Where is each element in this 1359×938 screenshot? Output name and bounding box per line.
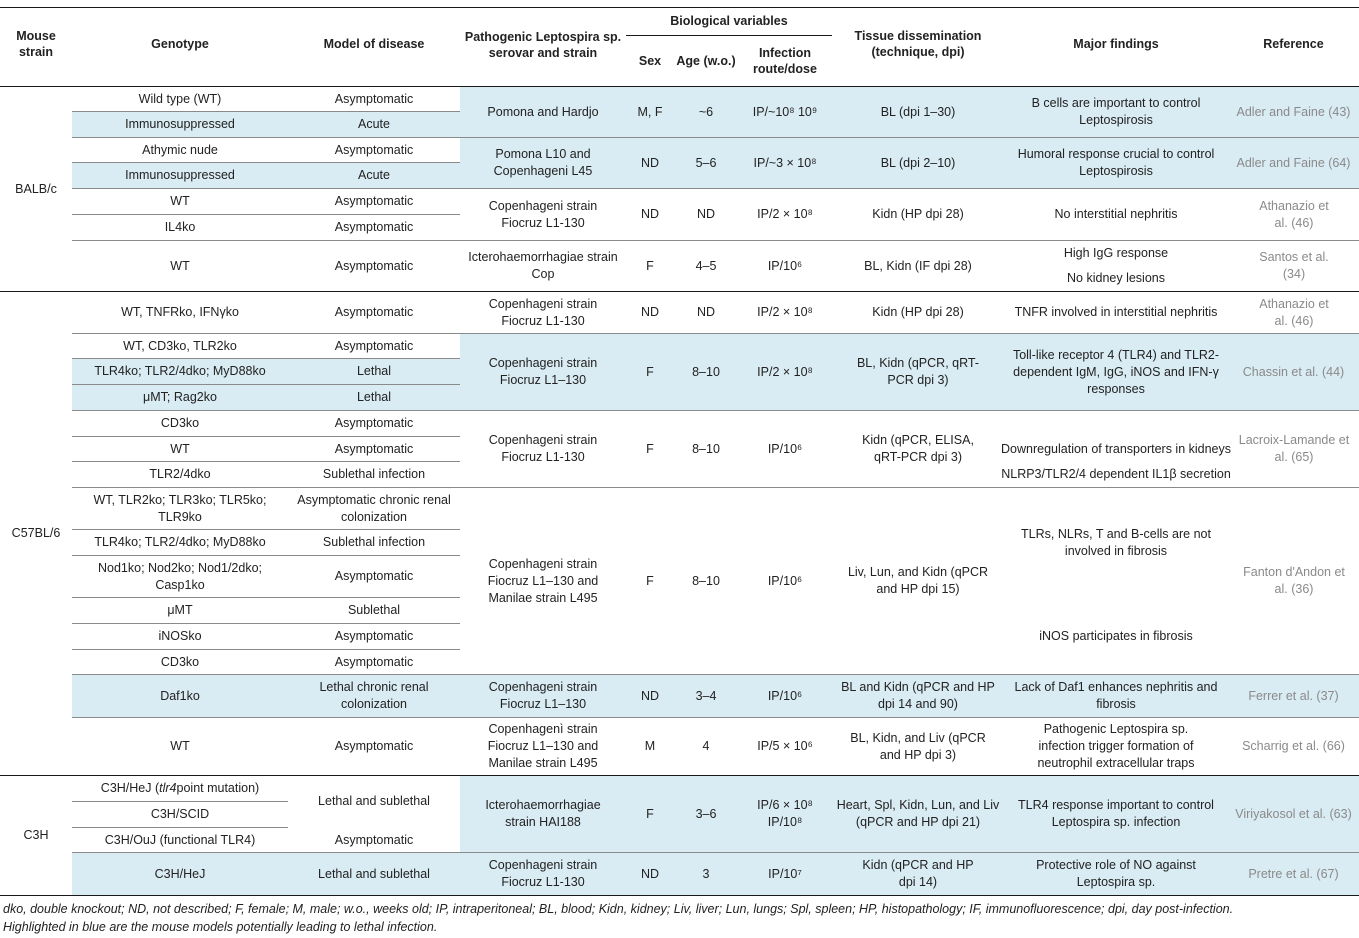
model-cell: Asymptomatic [334,654,414,669]
tissue-cell: Liv, Lun, and Kidn (qPCR and HP dpi 15) [847,565,989,596]
model-cell: Acute [358,117,390,131]
pathogen-cell: Icterohaemorrhagiae strain Cop [468,250,618,281]
findings-cell: High IgG response [1063,246,1169,260]
sex-cell: M, F [637,104,663,119]
reference-cell: Scharrig et al. (66) [1242,739,1345,753]
findings-cell: Pathogenic Leptospira sp. infection trigger formation of neutrophil extracellular traps [1037,722,1195,770]
pathogen-cell: Copenhageni strain Fiocruz L1-130 [488,858,598,889]
header-genotype: Genotype [151,37,209,51]
tissue-cell: BL (dpi 2–10) [880,155,956,170]
header-biological-variables: Biological variables [670,14,788,28]
tissue-cell: BL (dpi 1–30) [880,104,956,119]
genotype-cell: iNOSko [158,629,202,643]
infection-cell: IP/2 × 10⁸ [757,305,813,319]
sex-cell: F [646,258,654,273]
model-cell: Lethal chronic renal colonization [319,680,429,711]
reference-cell: Ferrer et al. (37) [1248,688,1339,703]
age-cell: ND [696,207,716,221]
findings-cell: Lack of Daf1 enhances nephritis and fibrosis [1014,680,1218,711]
genotype-c3h-hej-prefix: C3H/HeJ ( [100,781,160,795]
age-cell: ~6 [698,104,714,119]
tissue-cell: Kidn (qPCR, ELISA, qRT-PCR dpi 3) [862,433,974,464]
header-tissue: Tissue dissemination (technique, dpi) [854,29,982,59]
genotype-c3h-hej-suffix: point mutation) [176,781,260,795]
age-cell: 8–10 [692,441,720,456]
pathogen-cell: Copenhageni strain Fiocruz L1–130 and Manilae strain L495 [487,556,599,605]
genotype-cell: CD3ko [160,416,200,430]
model-cell: Sublethal [347,603,401,617]
header-model: Model of disease [323,37,425,51]
findings-cell: Humoral response crucial to control Leptospirosis [1017,147,1215,178]
pathogen-cell: Copenhageni strain Fiocruz L1–130 [488,680,598,711]
genotype-cell: TLR2/4dko [149,467,211,481]
sex-cell: F [646,441,654,456]
infection-cell: IP/~3 × 10⁸ [753,155,817,170]
reference-cell: Adler and Faine (43) [1236,104,1351,119]
sex-cell: F [646,573,654,588]
genotype-tlr4-gene: tlr4 [159,781,177,795]
model-cell: Asymptomatic [334,629,414,643]
model-cell: Asymptomatic [334,220,414,234]
genotype-cell: WT, TNFRko, IFNγko [121,305,239,319]
model-cell: Asymptomatic [334,569,414,583]
reference-cell: Chassin et al. (44) [1242,364,1345,379]
findings-cell: NLRP3/TLR2/4 dependent IL1β secretion [1001,467,1231,481]
genotype-cell: μMT; Rag2ko [143,390,217,404]
pathogen-cell: Copenhageni strain Fiocruz L1-130 [488,296,598,328]
pathogen-cell: Copenhageni strain Fiocruz L1-130 [488,198,598,230]
model-cell: Asymptomatic [334,91,414,106]
sex-cell: F [646,364,654,379]
findings-cell: iNOS participates in fibrosis [1039,629,1193,643]
sex-cell: ND [640,688,660,703]
findings-cell: B cells are important to control Leptospirosis [1031,96,1201,127]
model-cell: Lethal [356,390,392,404]
genotype-cell: Nod1ko; Nod2ko; Nod1/2dko; Casp1ko [98,560,262,592]
pathogen-cell: Icterohaemorrhagiae strain HAI188 [485,798,601,829]
header-pathogenic: Pathogenic Leptospira sp. serovar and strain [464,30,622,60]
infection-cell: IP/~10⁸ 10⁹ [752,104,818,119]
model-cell: Asymptomatic [334,142,414,157]
reference-cell: Fanton d'Andon et al. (36) [1243,565,1345,596]
infection-cell: IP/10⁶ [767,258,803,273]
genotype-cell: CD3ko [160,654,200,669]
model-cell: Asymptomatic [334,416,414,430]
header-age: Age (w.o.) [676,54,736,68]
genotype-cell: Athymic nude [142,142,218,157]
age-cell: 8–10 [692,573,720,588]
age-cell: 8–10 [692,364,720,379]
age-cell: 4 [702,739,710,753]
sex-cell: F [646,806,654,821]
model-cell: Lethal and sublethal [318,794,430,808]
genotype-cell: C3H/HeJ [154,866,206,881]
tissue-cell: Kidn (HP dpi 28) [872,207,964,221]
genotype-cell: WT [170,739,190,753]
genotype-cell [72,776,288,801]
reference-cell: Athanazio et al. (46) [1259,296,1329,328]
genotype-cell: TLR4ko; TLR2/4dko; MyD88ko [94,535,266,549]
strain-c3h: C3H [23,828,49,842]
genotype-cell: C3H/OuJ (functional TLR4) [104,832,256,847]
findings-cell: Downregulation of transporters in kidneys [1001,441,1231,456]
genotype-cell: WT, CD3ko, TLR2ko [123,338,237,353]
genotype-cell: WT [170,194,190,208]
pathogen-cell: Copenhageni strain Fiocruz L1-130 [488,433,598,464]
model-cell: Asymptomatic [334,194,414,208]
genotype-cell: IL4ko [164,220,196,234]
findings-cell: Protective role of NO against Leptospira sp. [1036,858,1196,889]
genotype-cell: Wild type (WT) [138,91,222,106]
header-mouse-strain: Mouse strain [16,29,56,59]
sex-cell: ND [640,866,660,881]
strain-balbc: BALB/c [15,181,57,196]
footnote-highlight-note: Highlighted in blue are the mouse models potentially leading to lethal infection. [3,920,438,934]
model-cell: Asymptomatic [334,338,414,353]
model-cell: Asymptomatic [334,739,414,753]
infection-cell: IP/10⁶ [767,573,803,588]
model-cell: Asymptomatic [334,441,414,456]
model-cell: Asymptomatic [334,258,414,273]
infection-cell: IP/2 × 10⁸ [757,364,813,379]
model-cell: Asymptomatic [334,305,414,319]
infection-cell: IP/10⁷ [768,866,802,881]
pathogen-cell: Pomona L10 and Copenhageni L45 [493,147,593,178]
tissue-cell: BL and Kidn (qPCR and HP dpi 14 and 90) [841,680,995,711]
infection-cell: IP/5 × 10⁶ [757,739,813,753]
genotype-cell: Immunosuppressed [125,168,235,182]
model-cell: Lethal [356,364,392,378]
findings-cell: TLR4 response important to control Leptospira sp. infection [1018,798,1214,829]
model-cell: Asymptomatic [334,832,414,847]
genotype-cell: Daf1ko [160,688,200,703]
header-infection: Infection route/dose [753,46,817,76]
pathogen-cell: Copenhageni strain Fiocruz L1–130 [488,356,598,387]
genotype-cell: TLR4ko; TLR2/4dko; MyD88ko [94,364,266,378]
genotype-cell: WT [170,258,190,273]
reference-cell: Adler and Faine (64) [1236,155,1351,170]
footnote-abbreviations: dko, double knockout; ND, not described; F, female; M, male; w.o., weeks old; IP, intraperitoneal; BL, blood; Kidn, kidney; Liv, liver; Lun, lungs; Spl, spleen; HP, histopathology; IF, immunofluorescence; dpi, day post-infection. [3,902,1234,916]
model-cell: Sublethal infection [322,535,426,549]
strain-c57bl6: C57BL/6 [11,526,61,540]
header-sex: Sex [638,54,662,68]
model-cell: Asymptomatic chronic renal colonization [297,492,451,524]
sex-cell: ND [640,305,660,319]
findings-cell: No kidney lesions [1067,271,1165,285]
findings-cell: Toll-like receptor 4 (TLR4) and TLR2-dependent IgM, IgG, iNOS and IFN-γ responses [1012,347,1220,396]
tissue-cell: Kidn (HP dpi 28) [872,305,964,319]
findings-cell: TLRs, NLRs, T and B-cells are not involved in fibrosis [1021,527,1211,558]
model-cell: Sublethal infection [322,467,426,481]
genotype-cell: WT, TLR2ko; TLR3ko; TLR5ko; TLR9ko [93,492,267,524]
infection-cell: IP/10⁶ [767,688,803,703]
infection-cell: IP/6 × 10⁸ IP/10⁸ [757,798,813,829]
infection-cell: IP/10⁶ [767,441,803,456]
age-cell: 3 [702,866,710,881]
age-cell: 4–5 [695,258,717,273]
sex-cell: M [644,739,656,753]
reference-cell: Santos et al. (34) [1259,250,1329,281]
sex-cell: ND [640,207,660,221]
model-cell: Acute [358,168,390,182]
reference-cell: Pretre et al. (67) [1248,866,1339,881]
header-findings: Major findings [1073,37,1159,51]
genotype-cell: WT [170,441,190,456]
pathogen-cell: Copenhagenì strain Fiocruz L1–130 and Manilae strain L495 [487,722,599,770]
pathogen-cell: Pomona and Hardjo [487,104,599,119]
reference-cell: Athanazio et al. (46) [1259,198,1329,230]
sex-cell: ND [640,155,660,170]
header-reference: Reference [1263,37,1324,51]
tissue-cell: Heart, Spl, Kidn, Lun, and Liv (qPCR and HP dpi 21) [836,798,1000,829]
genotype-cell: C3H/SCID [150,807,210,821]
model-cell: Lethal and sublethal [318,866,430,881]
age-cell: 5–6 [695,155,717,170]
reference-cell: Viriyakosol et al. (63) [1235,806,1352,821]
tissue-cell: BL, Kidn (IF dpi 28) [864,258,972,273]
findings-cell: No interstitial nephritis [1054,207,1178,221]
age-cell: 3–6 [695,806,717,821]
infection-cell: IP/2 × 10⁸ [757,207,813,221]
genotype-cell: μMT [167,603,193,617]
tissue-cell: BL, Kidn (qPCR, qRT-PCR dpi 3) [856,356,980,387]
tissue-cell: Kidn (qPCR and HP dpi 14) [862,858,974,889]
findings-cell: TNFR involved in interstitial nephritis [1014,305,1218,319]
genotype-cell: Immunosuppressed [125,117,235,131]
tissue-cell: BL, Kidn, and Liv (qPCR and HP dpi 3) [850,730,986,762]
age-cell: ND [696,305,716,319]
age-cell: 3–4 [695,688,717,703]
reference-cell: Lacroix-Lamande et al. (65) [1238,433,1350,464]
